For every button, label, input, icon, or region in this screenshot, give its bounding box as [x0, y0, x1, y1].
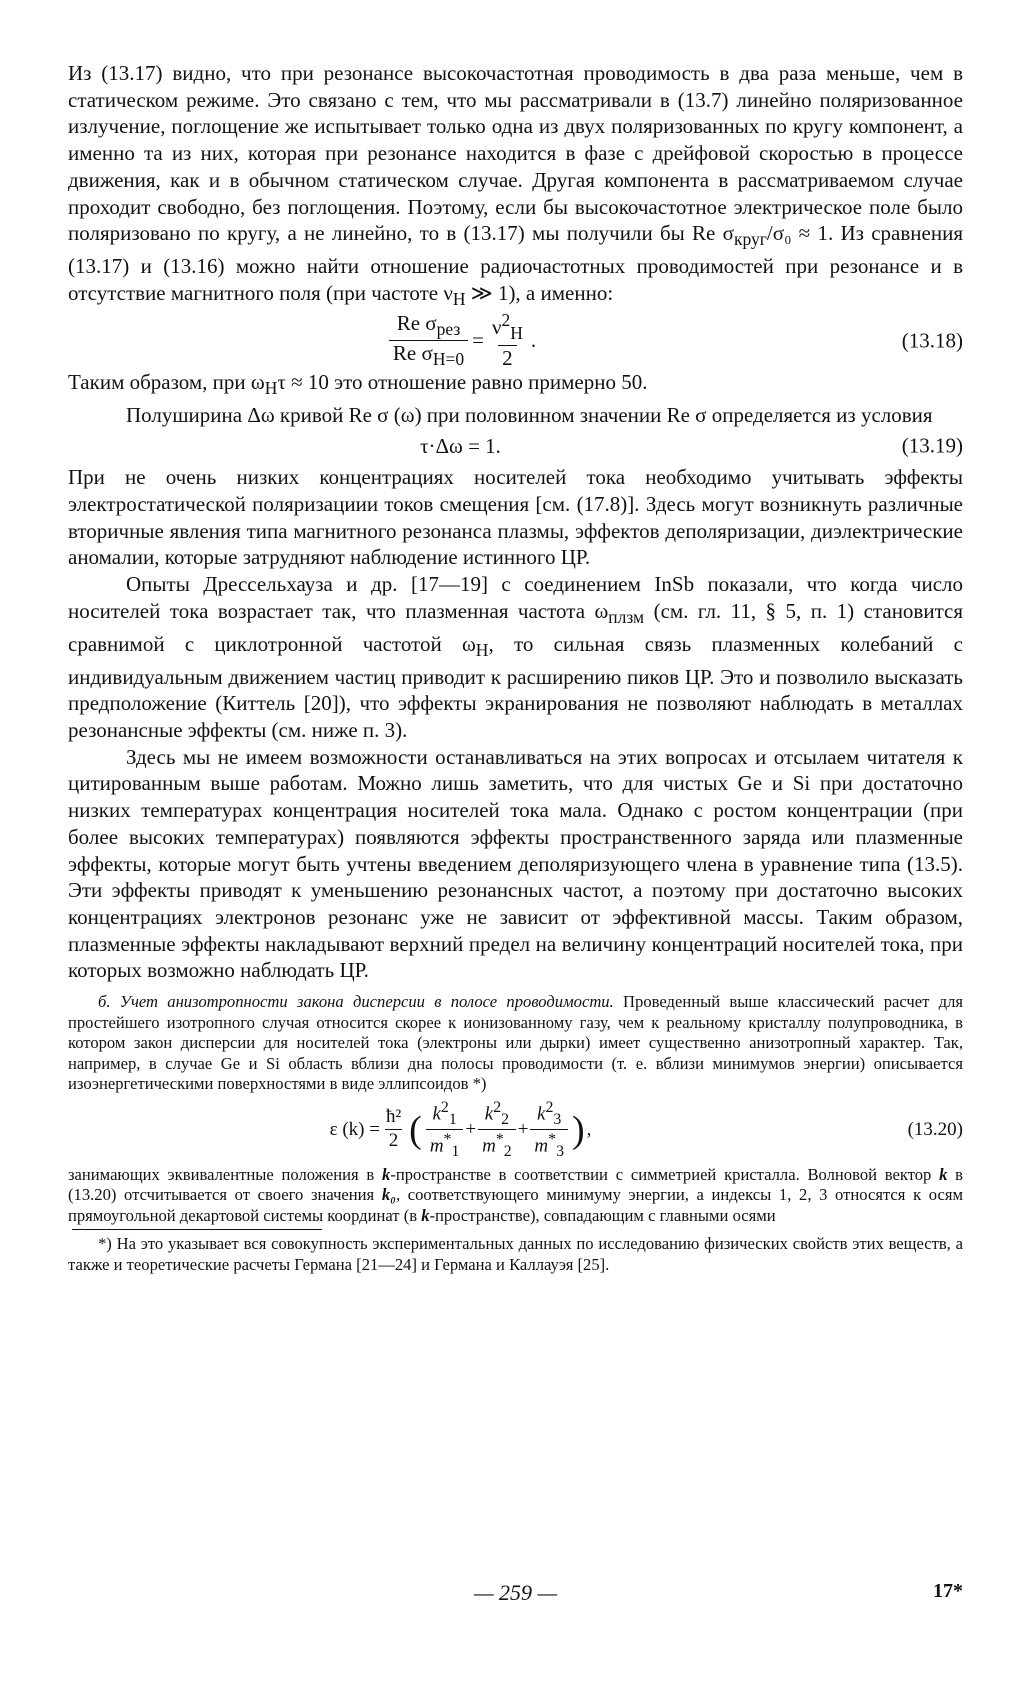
fraction-nu: $\frac{\nu^2_H}{2}$ [491, 310, 523, 370]
equation-13-20: ε (k) = $\frac{\text{ħ²}}{2}$ ( $\frac{k^2_1}{m^*_1}$ + $\frac{k^2_2}{m^*_2}$ + $\frac{k^2_3}{m^*_3}$ ) , (13.20) [329, 1098, 963, 1161]
paragraph-2: Таким образом, при $\omega_H\tau \approx 10$ это отношение равно примерно 50. [68, 369, 648, 398]
paragraph-6: Здесь мы не имеем возможности останавливаться на этих вопросах и отсылаем читателя к цитированным выше работам. Можно лишь заметить, что для чистых Ge и Si при достаточно низких температурах концентрация носителей тока мала. Однако с ростом концентрации (при более высоких температурах) появляются эффекты пространственного заряда или плазменные эффекты, которые могут быть учтены введением деполяризующего члена в уравнение типа (13.5). Эти эффекты приводят к уменьшению резонансных частот, а поэтому при достаточно высоких концентрациях электронов резонанс уже не зависит от эффективной массы. Таким образом, плазменные эффекты накладывают верхний предел на величину концентраций носителей тока, при которых возможно наблюдать ЦР. [68, 744, 963, 983]
page-number: — 259 — [473, 1580, 558, 1605]
paragraph-4: При не очень низких концентрациях носителей тока необходимо учитывать эффекты электростатической поляризациии токов смещения [см. (17.8)]. Здесь могут возникнуть различные вторичные явления типа магнитного резонанса плазмы, эффектов деполяризации, диэлектрические аномалии, которые затрудняют наблюдение истинного ЦР. [68, 465, 963, 570]
equation-label: (13.19) [901, 433, 963, 458]
equation-label: (13.20) [907, 1118, 963, 1140]
paragraph-5: Опыты Дрессельхауза и др. [17—19] с соединением InSb показали, что когда число носителей тока возрастает так, что плазменная частота $\omega_{плзм}$ (см. гл. 11, § 5, п. 1) становится сравнимой с циклотронной частотой $\omega_H$, то сильная связь плазменных колебаний с индивидуальным движением частиц приводит к расширению пиков ЦР. Это и позволило высказать предположение (Киттель [20]), что эффекты экранирования не позволяют наблюдать в металлах резонансные эффекты (см. ниже п. 3). [68, 572, 963, 742]
paragraph-after-equation: занимающих эквивалентные положения в k-пространстве в соответствии с симметрией кристалла. Волновой вектор k в (13.20) отсчитывается от своего значения k₀, соответствующего минимуму энергии, а индексы 1, 2, 3 относятся к осям прямоугольной декартовой системы координат (в k-пространстве), совпадающим с главными осями [68, 1164, 964, 1225]
signature-mark: 17* [933, 1580, 963, 1602]
fraction-ratio: $\frac{Re \sigma_{рез}}{Re \sigma_{H=0}}$ [389, 312, 468, 370]
paragraph-3: Полуширина Δω кривой Re σ (ω) при половинном значении Re σ определяется из условия [126, 402, 933, 427]
paragraph-1: Из (13.17) видно, что при резонансе высокочастотная проводимость в два раза меньше, чем в статическом режиме. Это связано с тем, что мы рассматривали в (13.7) линейно поляризованное излучение, поглощение же испытывает только одна из двух поляризованных по кругу компонент, а именно та из них, которая при резонансе находится в фазе с дрейфовой скоростью в процессе движения, как и в обычном статическом случае. Другая компонента в рассматриваемом случае проходит свободно, без поглощения. Поэтому, если бы высокочастотное электрическое поле было поляризовано по кругу, а не линейно, то в (13.17) мы получили бы Re $\sigma_{круг}/\sigma_0 \approx 1$. Из сравнения (13.17) и (13.16) можно найти отношение радиочастотных проводимостей при резонансе и в отсутствие магнитного поля (при частоте $\nu_H$ ≫ 1), а именно: [68, 61, 963, 309]
footnote-divider [72, 1229, 322, 1230]
equation-label: (13.18) [901, 328, 963, 353]
footnote: *) На это указывает вся совокупность экспериментальных данных по исследованию физических свойств этих веществ, а также и теоретические расчеты Германа [21—24] и Германа и Каллауэя [25]. [68, 1234, 963, 1274]
subsection-paragraph: б. Учет анизотропности закона дисперсии в полосе проводимости. Проведенный выше классический расчет для простейшего изотропного случая относится скорее к ионизованному газу, чем к реальному кристаллу полупроводника, в котором закон дисперсии для носителей тока (электроны или дырки) имеет существенно анизотропный характер. Так, например, в случае Ge и Si область вблизи дна полосы проводимости (т. е. вблизи минимумов энергии) описывается изоэнергетическими поверхностями в виде эллипсоидов *) [68, 992, 963, 1094]
page-footer [68, 1580, 963, 1610]
equation-13-19: τ·Δω = 1. (13.19) [420, 433, 963, 458]
equation-13-18: $\frac{Re \sigma_{рез}}{Re \sigma_{H=0}}$ = $\frac{\nu^2_H}{2}$ . (13.18) [68, 313, 963, 369]
subsection-heading: б. Учет анизотропности закона дисперсии в полосе проводимости. [98, 992, 614, 1012]
